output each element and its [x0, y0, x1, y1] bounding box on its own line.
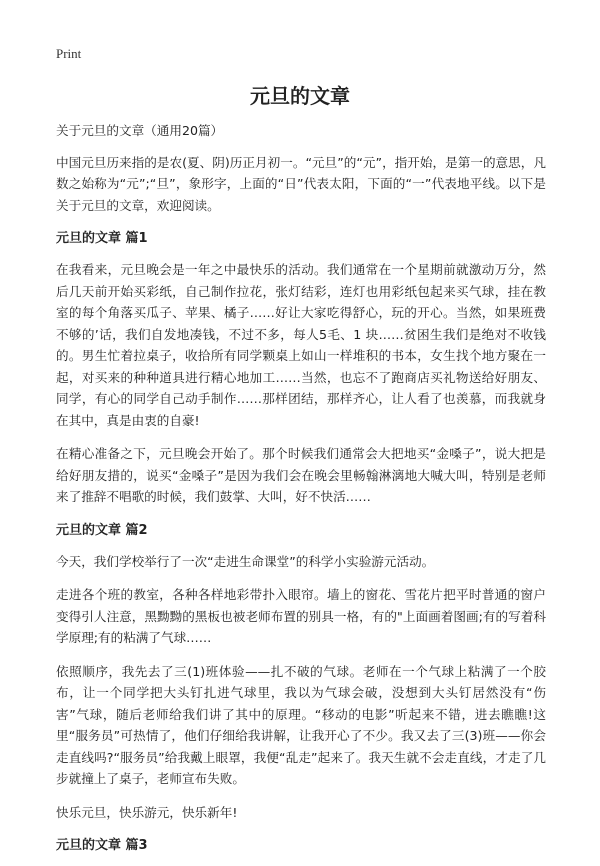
section-heading-2: 元旦的文章 篇2	[56, 522, 148, 538]
print-link[interactable]: Print	[56, 46, 82, 61]
article-subtitle: 关于元旦的文章（通用20篇）	[56, 123, 224, 138]
section-1-paragraph-1: 在我看来，元旦晚会是一年之中最快乐的活动。我们通常在一个星期前就激动万分，然后几天前开始买彩纸，自己制作拉花，张灯结彩，连灯也用彩纸包起来买气球，挂在教室的每个角落买瓜子、苹果、橘子……好让大家吃得舒心，玩的开心。当然，如果班费不够的’话，我们自发地凑钱，不过不多，每人5毛、1 块……贫困生我们是绝对不收钱的。男生忙着拉桌子，收拾所有同学颗桌上如山一样堆积的书本，女生找个地方聚在一起，对买来的种种道具进行精心地加工……当然，也忘不了跑商店买礼物送给好朋友、同学，有心的同学自己动手制作……那样团结，那样齐心，让人看了也羡慕，而我就身在其中，真是由衷的自豪!	[56, 262, 546, 428]
section-2-paragraph-4: 快乐元旦，快乐游元，快乐新年!	[56, 804, 238, 820]
section-2-paragraph-2: 走进各个班的教室，各种各样地彩带扑入眼帘。墙上的窗花、雪花片把平时普通的窗户变得引人注意，黑黝黝的黑板也被老师布置的别具一格，有的"上面画着图画;有的写着科学原理;有的粘满了气球……	[56, 587, 546, 645]
section-heading-3: 元旦的文章 篇3	[56, 838, 148, 853]
page-title: 元旦的文章	[250, 84, 350, 108]
section-2-paragraph-1: 今天，我们学校举行了一次“走进生命课堂”的科学小实验游元活动。	[56, 553, 435, 569]
section-heading-1: 元旦的文章 篇1	[56, 231, 148, 246]
section-1-paragraph-2: 在精心准备之下，元旦晚会开始了。那个时候我们通常会大把地买“金嗓子”，说大把是给好朋友措的，说买“金嗓子”是因为我们会在晚会里畅翰淋漓地大喊大叫，特别是老师来了推辞不唱歌的时候，我们鼓掌、大叫，好不快活……	[56, 446, 546, 504]
section-2-paragraph-3: 依照顺序，我先去了三(1)班体验——扎不破的气球。老师在一个气球上粘满了一个胶布，让一个同学把大头钉扎进气球里，我以为气球会破，没想到大头钉居然没有“伤害”气球，随后老师给我们讲了其中的原理。“移动的电影”听起来不错，进去瞧瞧!这里“服务员”可热情了，他们仔细给我讲解，让我开心了不少。我又去了三(3)班——你会走直线吗?“服务员”给我戴上眼罩，我便“乱走”起来了。我天生就不会走直线，才走了几步就撞上了桌子，老师宣布失败。	[56, 663, 546, 786]
article-intro: 中国元旦历来指的是农(夏、阴)历正月初一。“元旦”的“元”，指开始，是第一的意思，凡数之始称为“元”;“旦”，象形字，上面的“日”代表太阳，下面的“一”代表地平线。以下是关于元旦的文章，欢迎阅读。	[56, 154, 546, 213]
article-body	[56, 120, 546, 866]
